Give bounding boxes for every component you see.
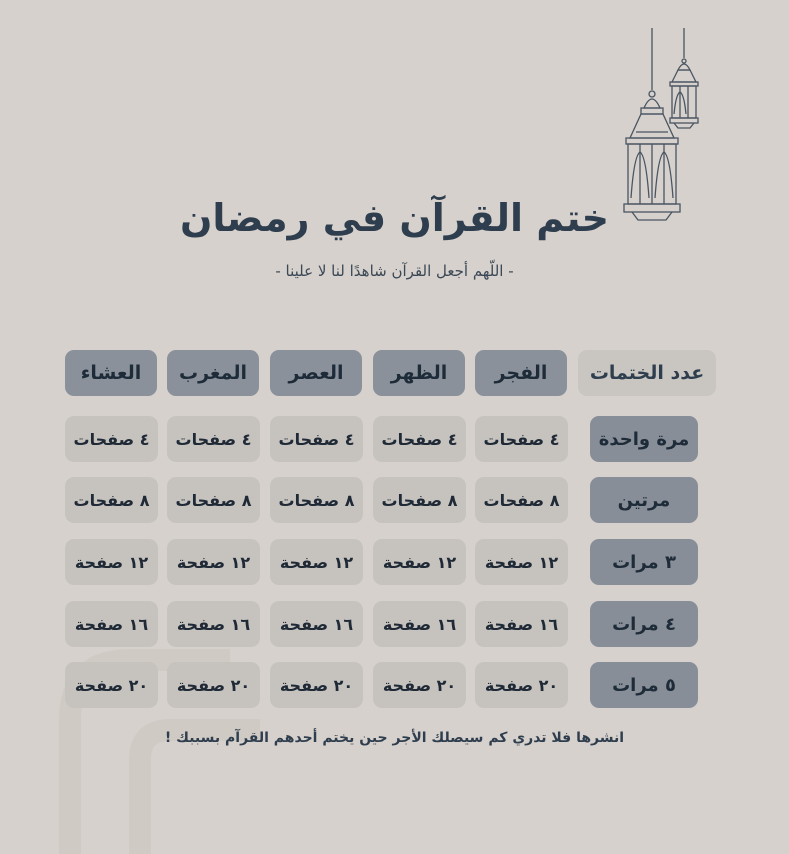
table-cell: ١٦ صفحة	[373, 601, 466, 647]
table-cell: ٨ صفحات	[475, 477, 568, 523]
table-cell: ١٢ صفحة	[65, 539, 158, 585]
header-maghrib: المغرب	[167, 350, 259, 396]
table-cell: ١٦ صفحة	[475, 601, 568, 647]
table-cell: ٤ صفحات	[475, 416, 568, 462]
table-cell: ٤ صفحات	[167, 416, 260, 462]
header-isha: العشاء	[65, 350, 157, 396]
table-cell: ٤ صفحات	[65, 416, 158, 462]
table-cell: ٢٠ صفحة	[167, 662, 260, 708]
table-cell: ٢٠ صفحة	[373, 662, 466, 708]
table-cell: ١٢ صفحة	[373, 539, 466, 585]
table-cell: ١٦ صفحة	[167, 601, 260, 647]
row-label-five-times: ٥ مرات	[590, 662, 698, 708]
table-cell: ٢٠ صفحة	[270, 662, 363, 708]
row-label-once: مرة واحدة	[590, 416, 698, 462]
header-khatmat-count: عدد الختمات	[578, 350, 716, 396]
row-label-twice: مرتين	[590, 477, 698, 523]
table-cell: ٤ صفحات	[270, 416, 363, 462]
page-title: ختم القرآن في رمضان	[179, 196, 609, 240]
header-dhuhr: الظهر	[373, 350, 465, 396]
table-cell: ٨ صفحات	[167, 477, 260, 523]
row-label-four-times: ٤ مرات	[590, 601, 698, 647]
footer-share-note: انشرها فلا تدري كم سيصلك الأجر حين يختم أحدهم القرآم بسببك !	[164, 730, 625, 746]
table-cell: ٨ صفحات	[270, 477, 363, 523]
table-cell: ١٢ صفحة	[167, 539, 260, 585]
header-fajr: الفجر	[475, 350, 567, 396]
table-cell: ١٢ صفحة	[475, 539, 568, 585]
table-cell: ٢٠ صفحة	[475, 662, 568, 708]
subtitle-prayer: - اللّهم أجعل القرآن شاهدًا لنا لا علينا -	[275, 262, 514, 280]
table-cell: ٢٠ صفحة	[65, 662, 158, 708]
table-cell: ١٦ صفحة	[270, 601, 363, 647]
table-cell: ٤ صفحات	[373, 416, 466, 462]
table-cell: ١٢ صفحة	[270, 539, 363, 585]
table-cell: ١٦ صفحة	[65, 601, 158, 647]
header-asr: العصر	[270, 350, 362, 396]
table-cell: ٨ صفحات	[373, 477, 466, 523]
row-label-three-times: ٣ مرات	[590, 539, 698, 585]
table-cell: ٨ صفحات	[65, 477, 158, 523]
